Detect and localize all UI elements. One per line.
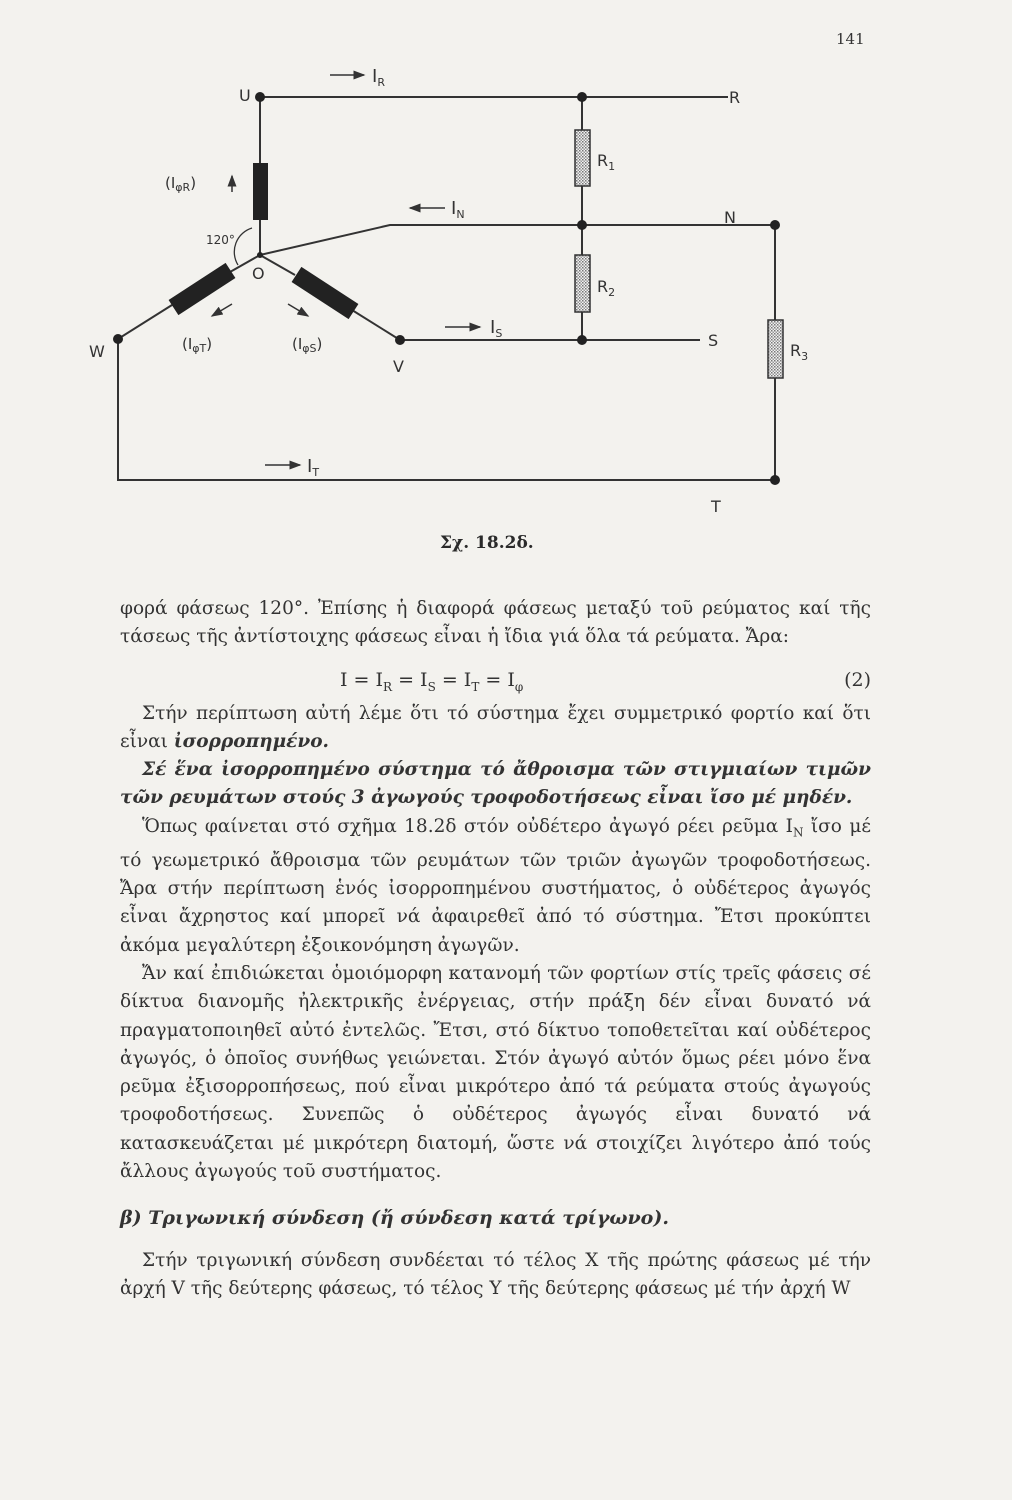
coil-v <box>292 267 359 319</box>
angle-arc <box>234 228 252 265</box>
node-v-dot <box>395 335 405 345</box>
label-iphis: $(I_{\varphi S})$ <box>292 335 323 355</box>
paragraph-3-emphasis: Σέ ἕνα ἰσορροπημένο σύστημα τό ἄθροισμα τῶν στιγμιαίων τιμῶν τῶν ρευμάτων στούς 3 ἀγωγούς τροφοδοτήσεως εἶναι ἴσο μέ μηδέν. <box>120 759 871 809</box>
label-o: O <box>252 264 265 283</box>
label-n: N <box>724 208 736 227</box>
label-is: $I_S$ <box>490 317 503 340</box>
node-u-dot <box>255 92 265 102</box>
coil-u <box>253 163 268 220</box>
junction-n-mid <box>577 220 587 230</box>
arrow-iphis <box>288 304 308 316</box>
equation-number: (2) <box>844 668 871 691</box>
label-r: R <box>729 88 741 107</box>
label-v: V <box>393 357 404 376</box>
arrow-iphit <box>212 304 232 316</box>
label-it: $I_T$ <box>307 456 320 479</box>
label-u: U <box>239 86 251 105</box>
equation-2 <box>120 662 871 698</box>
node-w-dot <box>113 334 123 344</box>
label-in: $I_N$ <box>451 198 465 221</box>
node-o-dot <box>257 252 263 258</box>
section-heading-b: β) Τριγωνική σύνδεση (ἤ σύνδεση κατά τρίγωνο). <box>120 1207 669 1230</box>
resistor-r2 <box>575 255 590 312</box>
paragraph-5: Ἄν καί ἐπιδιώκεται ὁμοιόμορφη κατανομή τῶν φορτίων στίς τρεῖς φάσεις σέ δίκτυα διανομῆς ἠλεκτρικῆς ἐνέργειας, στήν πράξη δέν εἶναι δυνατό νά πραγματοποιηθεῖ αὐτό ἐντελῶς. Ἔτσι, στό δίκτυο τοποθετεῖται καί οὐδέτερος ἀγωγός, ὁ ὁποῖος συνήθως γειώνεται. Στόν ἀγωγό αὐτόν ὅμως ρέει μόνο ἕνα ρεῦμα ἐξισορροπήσεως, πού εἶναι μικρότερο ἀπό τά ρεύματα στούς ἀγωγούς τροφοδοτήσεως. Συνεπῶς ὁ οὐδέτερος ἀγωγός εἶναι δυνατό νά κατασκευάζεται μέ μικρότερη διατομή, ὥστε νά στοιχίζει λιγότερο ἀπό τούς ἄλλους ἀγωγούς τοῦ συστήματος. <box>120 962 871 1183</box>
figure-caption: Σχ. 18.2δ. <box>440 533 534 553</box>
label-iphir: $(I_{\varphi R})$ <box>165 174 197 194</box>
node-n-right <box>770 220 780 230</box>
angle-label: 120° <box>206 233 235 247</box>
resistor-r1 <box>575 130 590 186</box>
paragraph-1: φορά φάσεως 120°. Ἐπίσης ἡ διαφορά φάσεως μεταξύ τοῦ ρεύματος καί τῆς τάσεως τῆς ἀντίστοιχης φάσεως εἶναι ἡ ἴδια γιά ὅλα τά ρεύματα. Ἄρα: <box>120 598 871 648</box>
label-ir: $I_R$ <box>372 66 385 89</box>
label-s: S <box>708 331 719 350</box>
resistor-r3 <box>768 320 783 378</box>
page-number: 141 <box>836 30 865 48</box>
equation-body: $I = I_R = I_S = I_T = I_\varphi$ <box>340 668 524 694</box>
label-r3: $R_3$ <box>790 341 809 363</box>
label-iphit: $(I_{\varphi T})$ <box>182 335 213 355</box>
label-w: W <box>89 342 105 361</box>
body-text <box>120 595 871 1303</box>
star-connection-circuit-diagram <box>0 0 1012 530</box>
junction-s-mid <box>577 335 587 345</box>
paragraph-4: Ὅπως φαίνεται στό σχῆμα 18.2δ στόν οὐδέτερο ἀγωγό ρέει ρεῦμα $I_N$ ἴσο μέ τό γεωμετρικό ἄθροισμα τῶν ρευμάτων τῶν τριῶν ἀγωγῶν τροφοδοτήσεως. Ἄρα στήν περίπτωση ἑνός ἰσορροπημένου συστήματος, ὁ οὐδέτερος ἀγωγός εἶναι ἄχρηστος καί μπορεῖ νά ἀφαιρεθεῖ ἀπό τό σύστημα. Ἔτσι προκύπτει ἀκόμα μεγαλύτερη ἐξοικονόμηση ἀγωγῶν. <box>120 815 871 956</box>
junction-r1-top <box>577 92 587 102</box>
label-r2: $R_2$ <box>597 277 616 299</box>
paragraph-2: Στήν περίπτωση αὐτή λέμε ὅτι τό σύστημα ἔχει συμμετρικό φορτίο καί ὅτι εἶναι ἰσορροπημένο. <box>120 702 871 752</box>
label-r1: $R_1$ <box>597 151 616 173</box>
node-t-right <box>770 475 780 485</box>
label-t: T <box>711 497 721 516</box>
wire-neutral <box>260 225 775 290</box>
wire-t-line <box>118 339 775 480</box>
paragraph-6: Στήν τριγωνική σύνδεση συνδέεται τό τέλος X τῆς πρώτης φάσεως μέ τήν ἀρχή V τῆς δεύτερης φάσεως, τό τέλος Y τῆς δεύτερης φάσεως μέ τήν ἀρχή W <box>120 1249 871 1299</box>
